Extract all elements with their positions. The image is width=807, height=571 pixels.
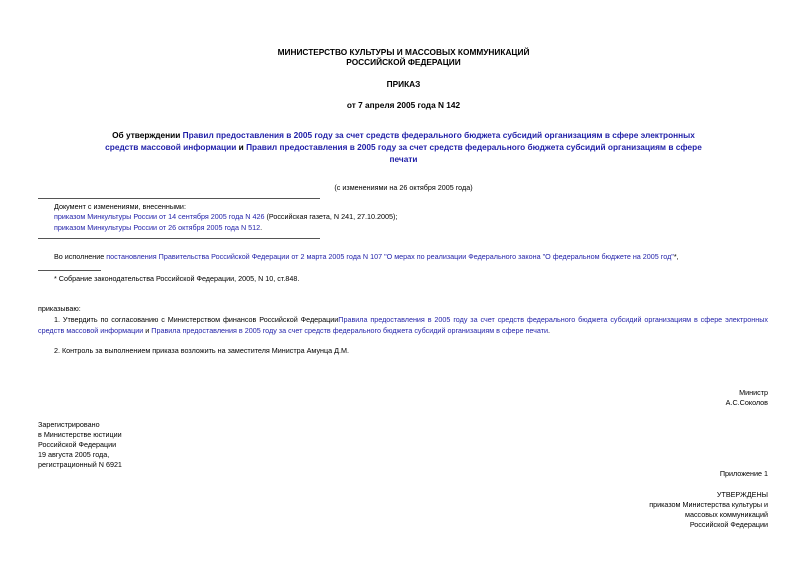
- appendix-label: Приложение 1: [719, 469, 768, 478]
- change-item-2-tail: .: [260, 223, 263, 232]
- signature-position: Министр: [739, 388, 768, 397]
- preamble-link-decree-107[interactable]: постановления Правительства Российской Федерации от 2 марта 2005 года N 107 "О мерах по реализации Федерального закона "О федеральном бюджете на 2005 год": [106, 252, 674, 261]
- order-item-1-link-electronic-media-rules[interactable]: Правила предоставления в 2005 году за счет средств федерального бюджета субсидий организациям в сфере электронных средств массовой информации: [38, 315, 768, 335]
- title-prefix: Об утверждении: [112, 130, 183, 140]
- appendix-approved: УТВЕРЖДЕНЫ: [716, 490, 768, 499]
- appendix-line-3: Российской Федерации: [689, 520, 768, 529]
- change-item-1-tail: (Российская газета, N 241, 27.10.2005);: [264, 212, 398, 221]
- ministry-name-line1: МИНИСТЕРСТВО КУЛЬТУРЫ И МАССОВЫХ КОММУНИКАЦИЙ: [277, 47, 530, 57]
- title-link-press-rules[interactable]: Правил предоставления в 2005 году за счет средств федерального бюджета субсидий организациям в сфере печати: [246, 142, 702, 164]
- appendix-line-2: массовых коммуникаций: [685, 510, 768, 519]
- registration-line-2: в Министерстве юстиции: [38, 430, 122, 439]
- footnote: * Собрание законодательства Российской Федерации, 2005, N 10, ст.848.: [54, 274, 300, 283]
- appendix-line-1: приказом Министерства культуры и: [649, 500, 768, 509]
- title-link-electronic-media-rules[interactable]: Правил предоставления в 2005 году за счет средств федерального бюджета субсидий организациям в сфере электронных средств массовой информации: [105, 130, 695, 152]
- document-type: ПРИКАЗ: [386, 79, 421, 89]
- order-item-1-link-press-rules[interactable]: Правила предоставления в 2005 году за счет средств федерального бюджета субсидий организациям в сфере печати: [151, 326, 549, 335]
- order-item-2: 2. Контроль за выполнением приказа возложить на заместителя Министра Амунца Д.М.: [54, 346, 349, 355]
- amended-note: (с изменениями на 26 октября 2005 года): [334, 183, 473, 192]
- ministry-name-line2: РОССИЙСКОЙ ФЕДЕРАЦИИ: [346, 57, 461, 67]
- registration-line-5: регистрационный N 6921: [38, 460, 122, 469]
- change-item-2: [54, 223, 262, 233]
- change-item-1: [54, 212, 397, 222]
- signature-name: А.С.Соколов: [725, 398, 768, 407]
- preamble-prefix: Во исполнение: [54, 252, 107, 261]
- registration-line-3: Российской Федерации: [38, 440, 117, 449]
- change-link-426[interactable]: приказом Минкультуры России от 14 сентября 2005 года N 426: [54, 212, 265, 221]
- preamble-tail: *,: [673, 252, 679, 261]
- divider-top: [38, 198, 320, 199]
- footnote-divider: [38, 270, 101, 271]
- order-word: приказываю:: [38, 304, 81, 313]
- order-item-1-tail: .: [548, 326, 551, 335]
- order-item-1: [38, 314, 768, 336]
- document-title: [100, 129, 707, 165]
- registration-line-1: Зарегистрировано: [38, 420, 100, 429]
- title-middle: и: [236, 142, 247, 152]
- preamble: [54, 252, 679, 262]
- order-item-1-middle: и: [143, 326, 152, 335]
- divider-bottom: [38, 238, 320, 239]
- registration-line-4: 19 августа 2005 года,: [38, 450, 110, 459]
- order-item-1-prefix: 1. Утвердить по согласованию с Министерством финансов Российской Федерации: [54, 315, 339, 324]
- document-date: от 7 апреля 2005 года N 142: [346, 100, 461, 110]
- changes-intro: Документ с изменениями, внесенными:: [54, 202, 186, 211]
- change-link-512[interactable]: приказом Минкультуры России от 26 октября 2005 года N 512: [54, 223, 261, 232]
